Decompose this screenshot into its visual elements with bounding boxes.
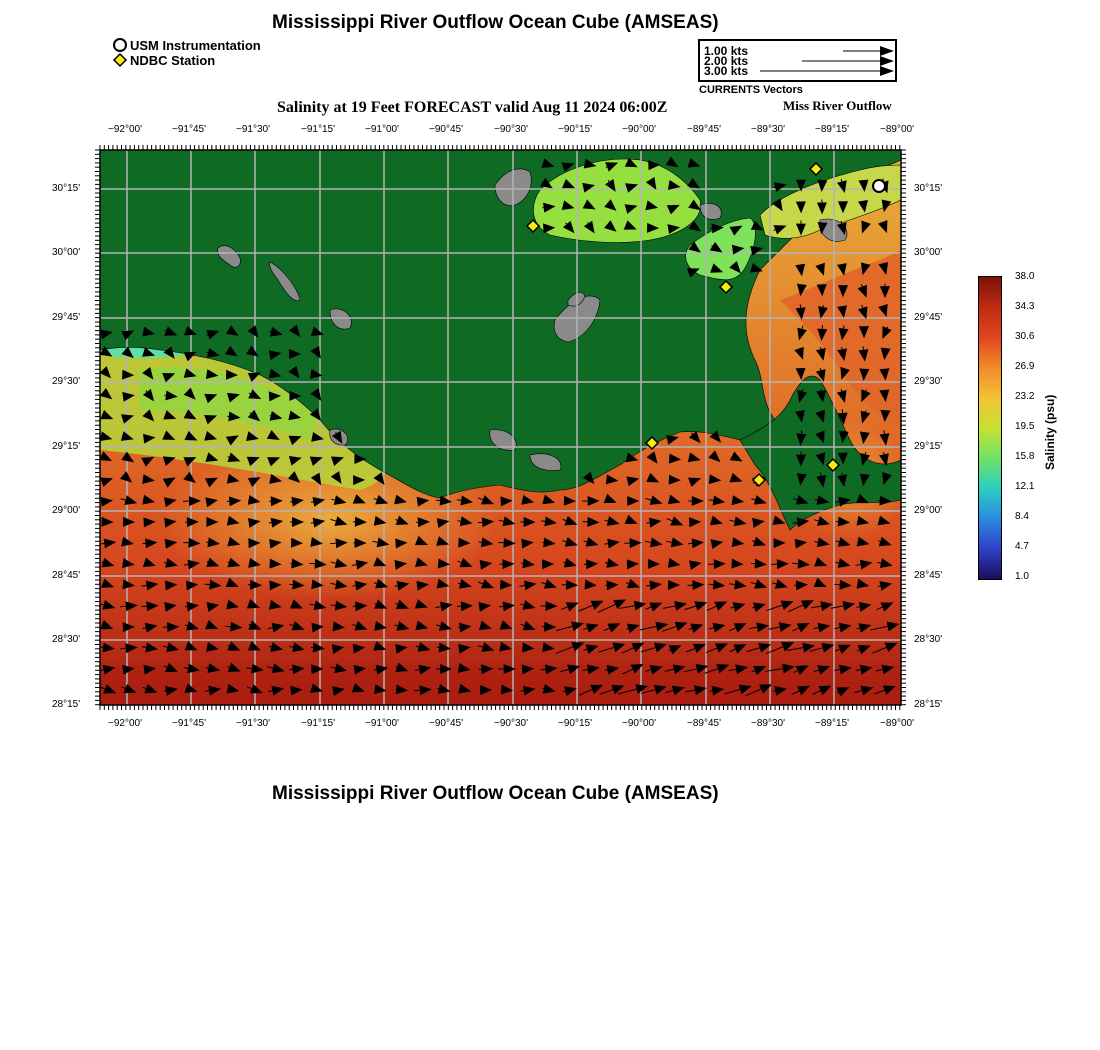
x-tick-label: −90°15' [558,718,592,729]
colorbar-tick-label: 34.3 [1015,301,1035,312]
salinity-colorbar [978,276,1002,580]
y-tick-label: 30°15' [52,183,81,194]
vector-label-3: 3.00 kts [704,64,749,78]
current-arrow-shaft [841,179,842,182]
y-tick-label: 29°30' [52,376,81,387]
colorbar-tick-label: 23.2 [1015,391,1035,402]
y-tick-label: 30°00' [52,247,81,258]
x-tick-label: −91°15' [301,124,335,135]
x-tick-label: −90°15' [558,124,592,135]
colorbar-tick-label: 4.7 [1015,541,1029,552]
current-arrow-shaft [604,544,608,545]
x-tick-label: −89°15' [815,718,849,729]
current-arrow-shaft [793,522,798,523]
current-arrow-shaft [815,499,818,500]
current-arrow-shaft [773,230,775,231]
current-arrow-shaft [249,624,251,625]
current-arrow-shaft [752,607,754,608]
y-tick-label: 28°30' [52,634,81,645]
map-title: Mississippi River Outflow Ocean Cube (AMSEAS) [272,12,719,33]
y-tick-label: 29°45' [914,312,943,323]
current-arrow-shaft [101,670,104,671]
x-tick-label: −89°15' [815,124,849,135]
y-tick-label: 28°15' [52,699,81,710]
y-tick-label: 28°45' [914,570,943,581]
colorbar-tick-label: 12.1 [1015,481,1035,492]
current-arrow-shaft [887,327,888,328]
current-arrow-shaft [865,452,866,454]
colorbar-tick-label: 30.6 [1015,331,1035,342]
colorbar-tick-label: 8.4 [1015,511,1029,522]
y-tick-label: 28°45' [52,570,81,581]
current-arrow-shaft [249,393,251,394]
x-tick-label: −89°30' [751,718,785,729]
current-arrow-shaft [246,668,251,669]
current-arrow-shaft [204,584,209,585]
current-arrow-shaft [857,607,860,608]
ndbc-legend-label: NDBC Station [130,53,216,68]
x-tick-label: −89°45' [687,124,721,135]
x-tick-label: −90°30' [494,124,528,135]
x-tick-label: −89°45' [687,718,721,729]
y-tick-label: 29°45' [52,312,81,323]
current-arrow-shaft [878,541,880,542]
current-arrow-shaft [814,542,818,543]
current-arrow-shaft [205,691,209,692]
current-arrow-shaft [228,457,230,458]
y-tick-label: 28°15' [914,699,943,710]
colorbar-tick-label: 19.5 [1015,421,1035,432]
x-tick-label: −91°15' [301,718,335,729]
vector-label-2: 2.00 kts [704,54,749,68]
y-axis-right [914,0,960,760]
x-tick-label: −91°45' [172,718,206,729]
current-arrow-shaft [841,389,842,391]
colorbar-title: Salinity (psu) [1043,394,1057,470]
current-arrow-shaft [458,521,461,522]
x-tick-label: −92°00' [108,718,142,729]
current-arrow-shaft [821,472,822,476]
y-tick-label: 29°15' [914,441,943,452]
colorbar-tick-label: 26.9 [1015,361,1035,372]
y-tick-label: 29°00' [914,505,943,516]
current-arrow-shaft [520,691,523,692]
current-arrow-shaft [142,647,146,648]
vectors-key-title: CURRENTS Vectors [699,84,803,96]
current-arrow-shaft [792,563,798,564]
current-arrow-shaft [841,221,842,224]
colorbar-labels [1015,270,1065,590]
current-arrow-shaft [587,223,588,224]
x-tick-label: −90°30' [494,718,528,729]
current-arrow-shaft [184,565,188,566]
y-tick-label: 29°30' [914,376,943,387]
x-tick-label: −91°00' [365,718,399,729]
current-arrow-shaft [185,625,187,626]
x-tick-label: −91°30' [236,124,270,135]
current-arrow-shaft [626,628,628,629]
x-tick-label: −89°00' [880,124,914,135]
map-subtitle: Salinity at 19 Feet FORECAST valid Aug 11 2024 06:00Z [277,99,668,116]
x-tick-label: −90°00' [622,124,656,135]
colorbar-tick-label: 15.8 [1015,451,1035,462]
x-tick-label: −91°45' [172,124,206,135]
current-arrow-shaft [142,628,145,629]
y-axis-left [52,0,98,760]
current-arrow-shaft [269,646,271,647]
x-tick-label: −89°00' [880,718,914,729]
current-arrow-shaft [457,500,461,501]
colorbar-tick-label: 1.0 [1015,571,1029,582]
x-tick-label: −92°00' [108,124,142,135]
x-tick-label: −91°00' [365,124,399,135]
current-arrow-shaft [709,500,713,501]
current-arrow-shaft [541,521,545,522]
current-arrow-shaft [395,586,398,587]
current-arrow-shaft [541,669,546,670]
y-tick-label: 30°15' [914,183,943,194]
footer-title: Mississippi River Outflow Ocean Cube (AMSEAS) [272,783,719,804]
current-arrow-shaft [184,668,188,669]
x-tick-label: −90°00' [622,718,656,729]
current-arrow-shaft [866,390,867,392]
current-arrow-shaft [142,585,147,586]
current-arrow-shaft [336,432,337,433]
current-arrow-shaft [802,389,803,391]
region-label: Miss River Outflow [783,98,892,113]
current-arrow-shaft [164,562,166,563]
x-tick-label: −90°45' [429,718,463,729]
x-tick-label: −90°45' [429,124,463,135]
x-tick-label: −89°30' [751,124,785,135]
y-tick-label: 28°30' [914,634,943,645]
usm-station-marker [873,180,885,192]
current-arrow-shaft [165,331,166,332]
current-arrow-shaft [820,368,821,370]
current-arrow-shaft [331,605,336,606]
current-arrow-shaft [878,586,881,587]
current-arrow-shaft [711,246,712,247]
current-arrow-shaft [563,562,565,563]
current-arrow-shaft [375,603,376,604]
y-tick-label: 29°00' [52,505,81,516]
colorbar-tick-label: 38.0 [1015,271,1035,282]
current-arrow-shaft [563,691,565,692]
y-tick-label: 30°00' [914,247,943,258]
usm-legend-label: USM Instrumentation [130,38,261,53]
vector-label-1: 1.00 kts [704,44,749,58]
current-arrow-shaft [228,645,230,646]
y-tick-label: 29°15' [52,441,81,452]
x-tick-label: −91°30' [236,718,270,729]
